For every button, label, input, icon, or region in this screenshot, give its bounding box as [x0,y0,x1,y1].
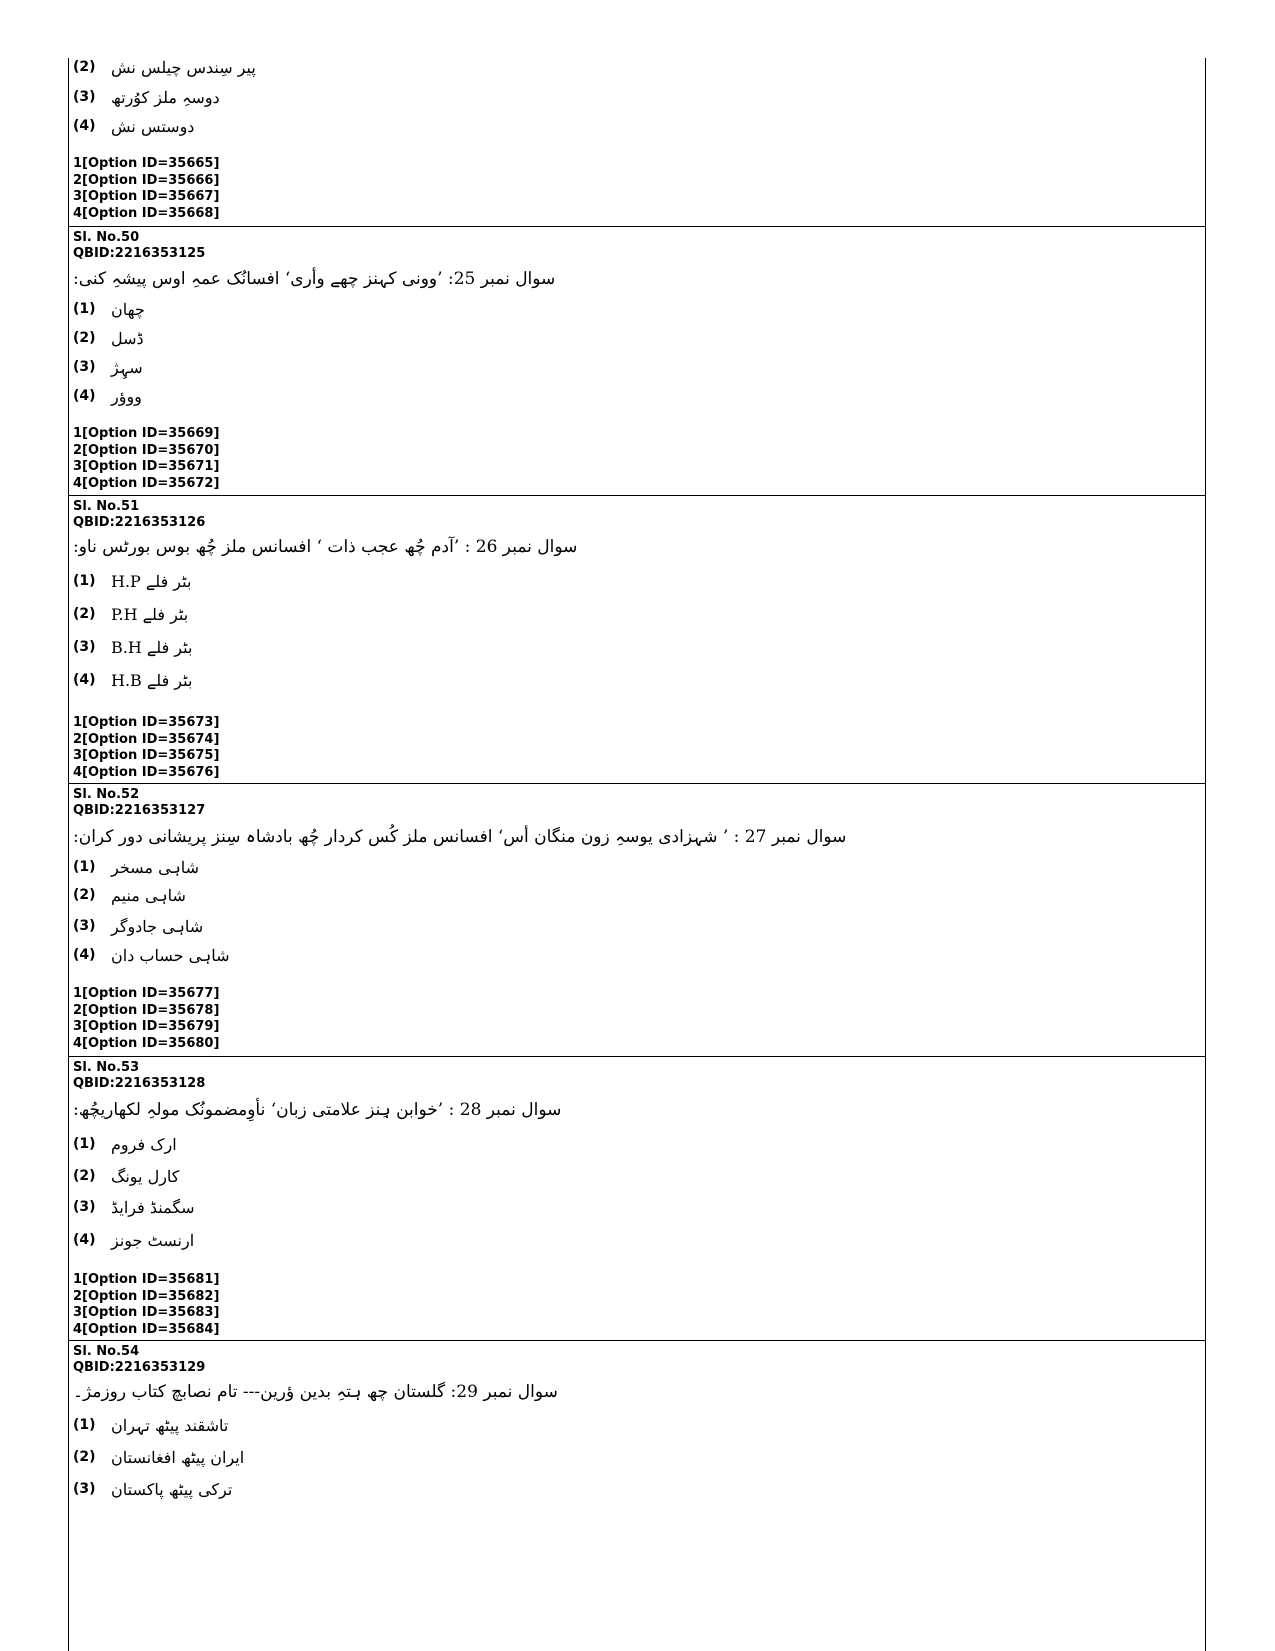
option-id-list [73,426,219,492]
option-row [73,1412,228,1438]
option-id: 1[Option ID=35677] [73,986,220,1001]
option-number: (2) [73,1449,96,1465]
question-bank-id: QBID:2216353127 [73,803,206,818]
option-id: 4[Option ID=35680] [73,1035,220,1051]
option-id: 1[Option ID=35669] [73,426,220,441]
option-row [73,296,145,322]
option-id: 1[Option ID=35665] [73,156,220,171]
option-row [73,601,188,627]
option-row [73,1194,195,1220]
option-row [73,667,192,693]
option-text: ارنسٹ جونز [111,1230,195,1250]
option-id: 1[Option ID=35673] [73,715,220,730]
option-id-list [73,986,219,1052]
option-number: (1) [73,1136,96,1152]
option-id: 4[Option ID=35672] [73,475,220,491]
option-row [73,1131,177,1157]
option-text: دوستس نش [111,116,195,136]
option-id: 3[Option ID=35667] [73,189,220,204]
serial-number: Sl. No.51 [73,499,140,514]
option-row [73,325,144,351]
option-id: 2[Option ID=35678] [73,1002,220,1018]
question-divider [69,1056,1205,1057]
option-number: (4) [73,672,96,688]
option-text: H.B بٹر فلے [111,670,193,690]
option-row [73,1476,232,1502]
option-id: 2[Option ID=35666] [73,172,220,188]
serial-number: Sl. No.50 [73,230,140,245]
serial-number: Sl. No.54 [73,1344,140,1359]
option-text: ایران پیٹھ افغانستان [111,1447,245,1467]
option-row [73,942,230,968]
option-id-list [73,1272,219,1338]
question-bank-id: QBID:2216353126 [73,515,206,530]
option-text: B.H بٹر فلے [111,637,193,657]
option-text: دوسہِ ملز کوُرتھ [111,87,220,107]
question-divider [69,1340,1205,1341]
option-row [73,568,191,594]
option-id: 4[Option ID=35676] [73,764,220,780]
option-id: 4[Option ID=35684] [73,1321,220,1337]
option-id: 2[Option ID=35682] [73,1288,220,1304]
option-number: (2) [73,1168,96,1184]
option-number: (4) [73,388,96,404]
option-text: سہِژ [111,357,143,377]
option-number: (1) [73,859,96,875]
question-text: سوال نمبر 25: ’وونی کہنز چھے وأری‘ افسانُک عمہِ اوس پیشہِ کنی: [73,269,556,289]
option-row [73,634,192,660]
option-number: (3) [73,918,96,934]
option-text: تاشقند پیٹھ تہران [111,1415,229,1435]
option-row [73,113,194,139]
option-id: 3[Option ID=35671] [73,459,220,474]
option-number: (3) [73,1481,96,1497]
option-number: (3) [73,89,96,105]
option-text: P.H بٹر فلے [111,604,189,624]
option-row [73,84,220,110]
option-id-list [73,156,219,222]
option-text: ووؤر [111,386,142,406]
question-text: سوال نمبر 28 : ’خوابن ہِنز علامتی زبان‘ نأوِمضمونُک مولہِ لکھاریچُھ: [73,1100,562,1120]
question-text: سوال نمبر 26 : ’آدم چُھ عجب ذات ‘ افسانس ملز چُھ بوس بورٹس ناو: [73,537,578,557]
question-divider [69,495,1205,496]
option-number: (1) [73,573,96,589]
question-bank-id: QBID:2216353128 [73,1076,206,1091]
option-text: شاہی جادوگر [111,916,204,936]
serial-number: Sl. No.52 [73,787,140,802]
option-row [73,882,186,908]
option-text: ڈسل [111,328,144,348]
option-text: چھان [111,299,145,319]
option-number: (2) [73,59,96,75]
option-number: (4) [73,947,96,963]
option-row [73,854,199,880]
question-divider [69,783,1205,784]
option-text: شاہی مسخر [111,857,200,877]
question-bank-id: QBID:2216353125 [73,246,206,261]
option-text: ارک فروم [111,1134,177,1154]
option-id: 1[Option ID=35681] [73,1272,220,1287]
option-id: 3[Option ID=35679] [73,1019,220,1034]
option-row [73,354,143,380]
option-text: سگمنڈ فرایڈ [111,1197,195,1217]
option-id: 4[Option ID=35668] [73,205,220,221]
option-text: پیر سِندس چیلس نش [111,57,256,77]
option-id-list [73,715,219,781]
option-number: (2) [73,887,96,903]
option-id: 2[Option ID=35670] [73,442,220,458]
option-text: شاہی حساب دان [111,945,230,965]
option-text: شاہی منیم [111,885,186,905]
option-row [73,54,256,80]
question-text: سوال نمبر 29: گلستان چھ ہتہِ بدین ؤرین--- تام نصابچ کتاب روزمژ۔ [73,1382,558,1402]
option-text: ترکی پیٹھ پاکستان [111,1479,233,1499]
option-number: (3) [73,639,96,655]
option-number: (3) [73,359,96,375]
option-number: (1) [73,301,96,317]
option-row [73,1163,179,1189]
question-divider [69,226,1205,227]
option-number: (2) [73,606,96,622]
option-number: (4) [73,118,96,134]
option-row [73,913,203,939]
question-text: سوال نمبر 27 : ’ شہزادی یوسہِ زون منگان أس‘ افسانس ملز کُس کردار چُھ بادشاہ سِنز پریشانی دور کران: [73,827,847,847]
option-id: 2[Option ID=35674] [73,731,220,747]
option-text: کارل یونگ [111,1166,180,1186]
option-text: H.P بٹر فلے [111,571,192,591]
option-row [73,1444,244,1470]
option-row [73,383,142,409]
option-row [73,1227,194,1253]
option-number: (2) [73,330,96,346]
serial-number: Sl. No.53 [73,1060,140,1075]
question-bank-id: QBID:2216353129 [73,1360,206,1375]
question-paper-sheet [68,58,1206,1651]
option-number: (3) [73,1199,96,1215]
option-id: 3[Option ID=35683] [73,1305,220,1320]
option-id: 3[Option ID=35675] [73,748,220,763]
option-number: (4) [73,1232,96,1248]
option-number: (1) [73,1417,96,1433]
